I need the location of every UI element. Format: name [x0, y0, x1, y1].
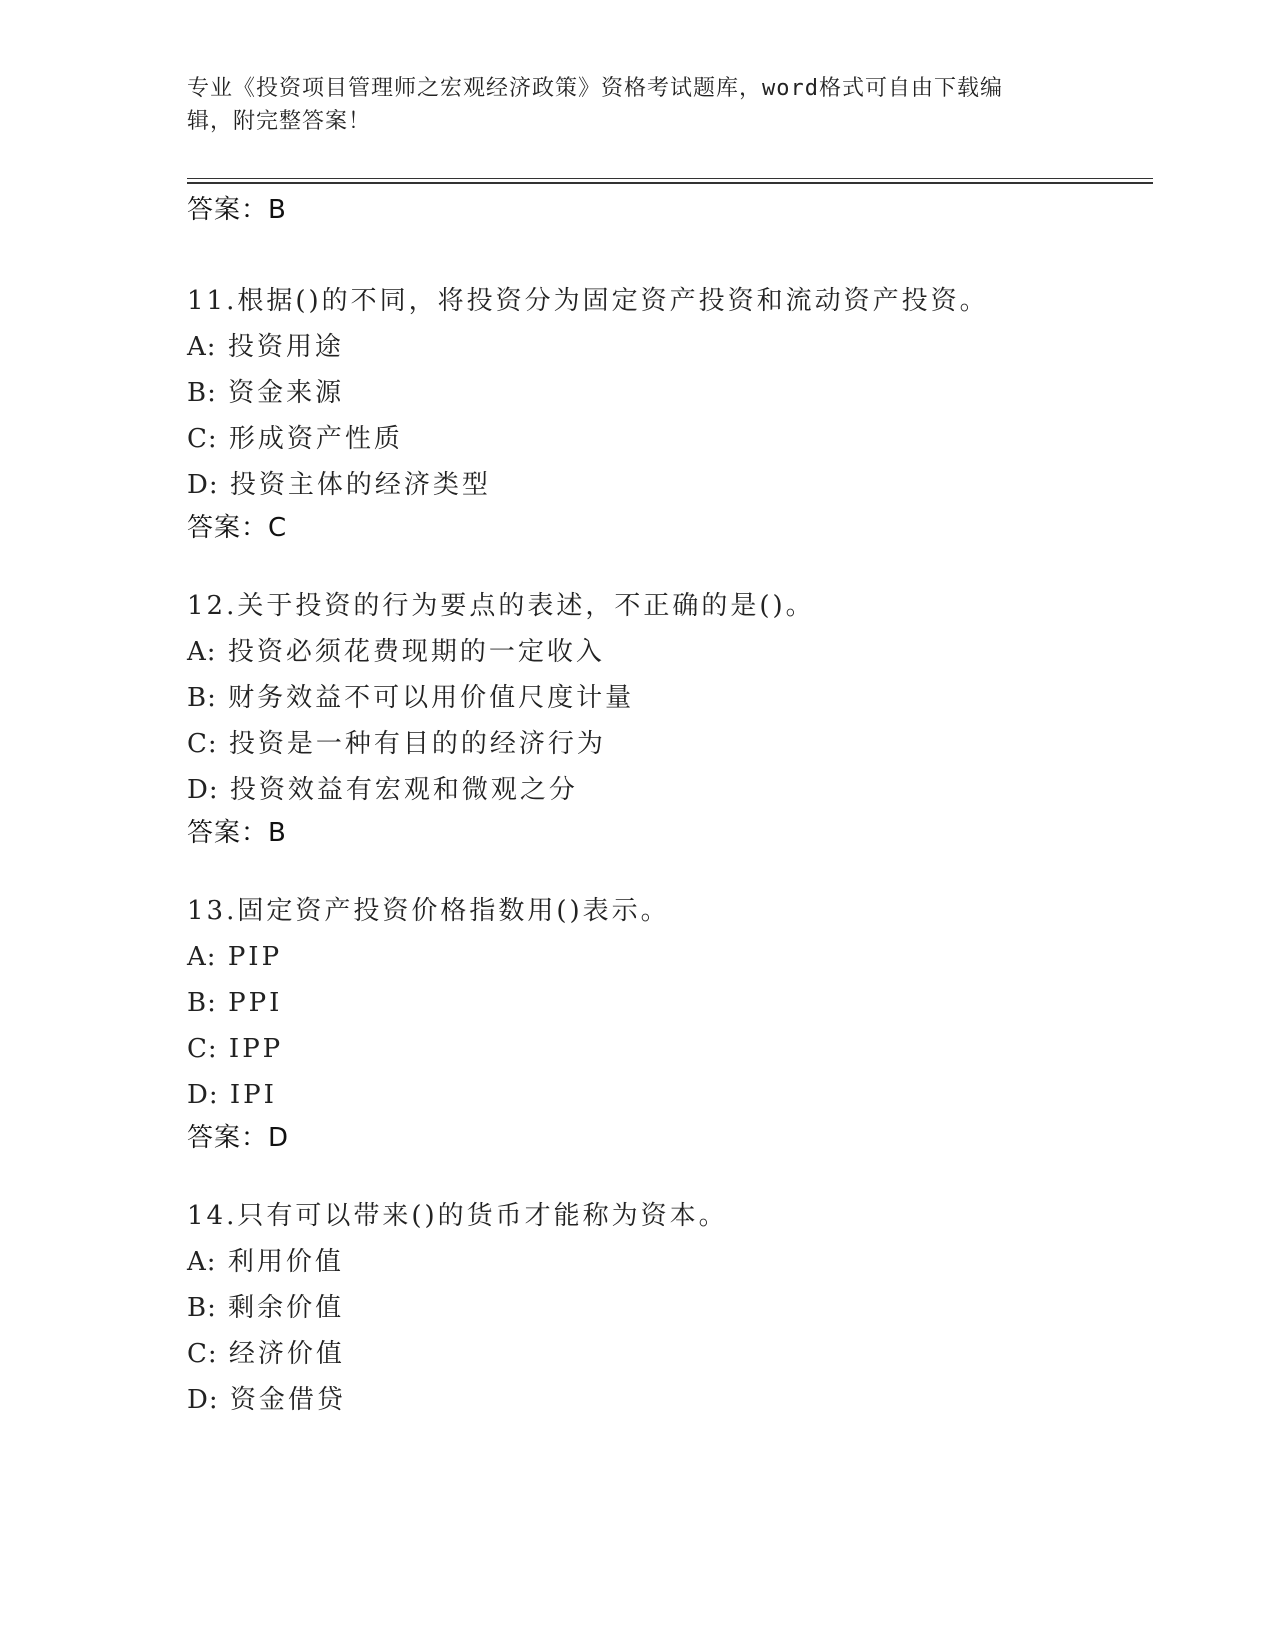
- option-b: [187, 980, 1147, 1026]
- option-a: [187, 1239, 1147, 1285]
- option-label: B:: [187, 378, 217, 408]
- answer-letter: D: [268, 1123, 290, 1153]
- option-c: [187, 721, 1147, 767]
- option-label: B:: [187, 683, 217, 713]
- option-label: A:: [187, 637, 217, 667]
- option-text: 剩余价值: [228, 1293, 345, 1323]
- question-text: 根据()的不同，将投资分为固定资产投资和流动资产投资。: [237, 286, 989, 316]
- option-text: PIP: [227, 942, 283, 972]
- option-label: A:: [187, 1247, 217, 1277]
- option-label: C:: [187, 729, 218, 759]
- answer-letter: B: [268, 818, 287, 848]
- option-text: PPI: [228, 988, 283, 1018]
- question-text: 固定资产投资价格指数用()表示。: [237, 896, 670, 926]
- option-label: C:: [187, 1339, 218, 1369]
- question-14: [187, 1193, 1147, 1423]
- question-stem: [187, 888, 1147, 934]
- document-header: [187, 72, 1067, 138]
- option-text: 投资效益有宏观和微观之分: [229, 775, 578, 805]
- question-number: 11.: [187, 286, 238, 316]
- option-c: [187, 1331, 1147, 1377]
- option-text: 形成资产性质: [228, 424, 403, 454]
- option-label: B:: [187, 1293, 217, 1323]
- question-12: [187, 583, 1147, 853]
- answer-prefix: 答案：: [187, 195, 269, 225]
- option-text: 投资必须花费现期的一定收入: [227, 637, 605, 667]
- option-text: 资金来源: [228, 378, 345, 408]
- question-11: [187, 278, 1147, 548]
- header-rule-thick: [187, 182, 1153, 184]
- answer-prefix: 答案：: [187, 1123, 269, 1153]
- question-number: 12.: [187, 591, 238, 621]
- option-text: 投资用途: [227, 332, 344, 362]
- option-a: [187, 629, 1147, 675]
- option-c: [187, 1026, 1147, 1072]
- answer-letter: C: [268, 513, 288, 543]
- option-label: C:: [187, 424, 218, 454]
- option-b: [187, 1285, 1147, 1331]
- option-label: D:: [187, 1385, 219, 1415]
- option-label: B:: [187, 988, 217, 1018]
- option-d: [187, 1377, 1147, 1423]
- option-text: IPP: [228, 1034, 284, 1064]
- option-a: [187, 324, 1147, 370]
- option-b: [187, 675, 1147, 721]
- question-text: 关于投资的行为要点的表述，不正确的是()。: [237, 591, 815, 621]
- option-text: 资金借贷: [229, 1385, 346, 1415]
- answer-letter: B: [268, 195, 287, 225]
- option-text: 投资主体的经济类型: [229, 470, 491, 500]
- option-d: [187, 462, 1147, 508]
- answer-11: [187, 508, 1147, 548]
- option-label: D:: [187, 470, 219, 500]
- option-text: IPI: [229, 1080, 277, 1110]
- option-d: [187, 1072, 1147, 1118]
- answer-12: [187, 813, 1147, 853]
- option-label: D:: [187, 775, 219, 805]
- question-text: 只有可以带来()的货币才能称为资本。: [237, 1201, 728, 1231]
- question-stem: [187, 278, 1147, 324]
- option-text: 投资是一种有目的的经济行为: [228, 729, 606, 759]
- option-text: 经济价值: [228, 1339, 345, 1369]
- header-line-1: 专业《投资项目管理师之宏观经济政策》资格考试题库，word格式可自由下载编: [187, 76, 1003, 101]
- option-label: C:: [187, 1034, 218, 1064]
- option-label: A:: [187, 332, 217, 362]
- answer-prefix: 答案：: [187, 513, 269, 543]
- question-stem: [187, 583, 1147, 629]
- option-label: A:: [187, 942, 217, 972]
- option-text: 利用价值: [227, 1247, 344, 1277]
- option-c: [187, 416, 1147, 462]
- option-d: [187, 767, 1147, 813]
- question-number: 13.: [187, 896, 238, 926]
- option-a: [187, 934, 1147, 980]
- option-label: D:: [187, 1080, 219, 1110]
- question-number: 14.: [187, 1201, 238, 1231]
- answer-prefix: 答案：: [187, 818, 269, 848]
- header-rule-thin: [187, 178, 1153, 179]
- header-line-2: 辑，附完整答案！: [187, 109, 372, 134]
- question-stem: [187, 1193, 1147, 1239]
- option-b: [187, 370, 1147, 416]
- answer-10: [187, 190, 1147, 230]
- question-13: [187, 888, 1147, 1158]
- answer-13: [187, 1118, 1147, 1158]
- option-text: 财务效益不可以用价值尺度计量: [228, 683, 635, 713]
